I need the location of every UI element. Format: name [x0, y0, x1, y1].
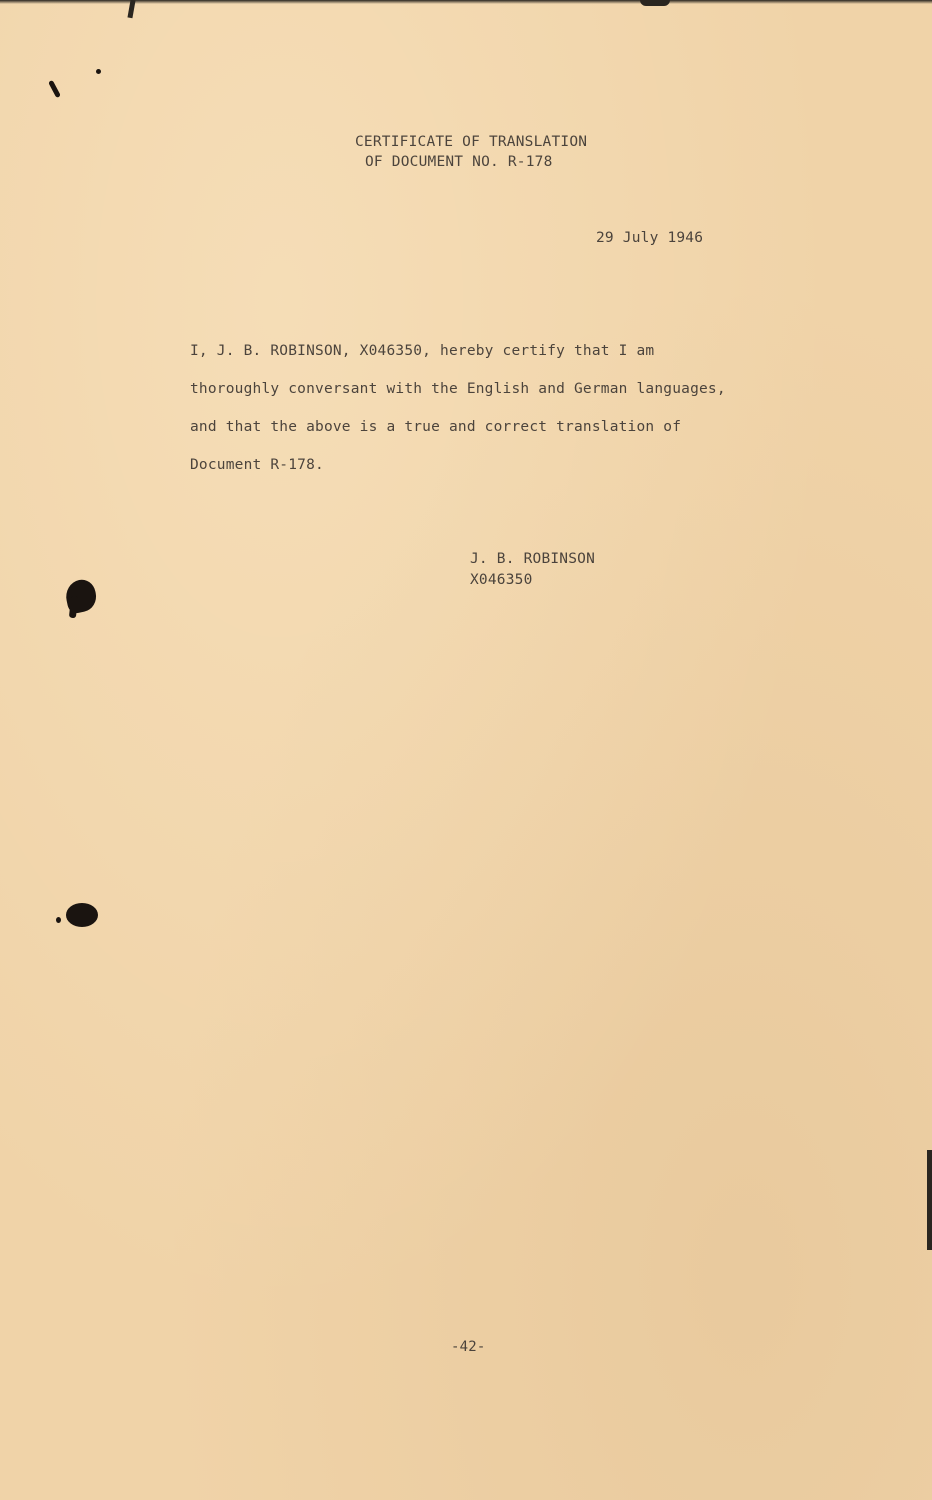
- document-date: 29 July 1946: [596, 230, 704, 246]
- page-top-edge: [0, 0, 932, 4]
- body-text-line: I, J. B. ROBINSON, X046350, hereby certify that I am: [190, 343, 655, 359]
- signature-id: X046350: [470, 572, 533, 588]
- page-number: -42-: [451, 1339, 486, 1355]
- certificate-title: CERTIFICATE OF TRANSLATION: [355, 134, 588, 150]
- punch-hole: [66, 903, 98, 927]
- signature-name: J. B. ROBINSON: [470, 551, 596, 567]
- body-text-line: thoroughly conversant with the English and German languages,: [190, 381, 726, 397]
- edge-mark: [927, 1150, 932, 1250]
- punch-hole: [63, 577, 99, 615]
- body-text-line: Document R-178.: [190, 457, 324, 473]
- body-text-line: and that the above is a true and correct translation of: [190, 419, 682, 435]
- ink-speck: [56, 917, 61, 923]
- document-number-title: OF DOCUMENT NO. R-178: [365, 154, 553, 170]
- punch-hole: [69, 596, 78, 619]
- ink-speck: [96, 69, 101, 74]
- edge-mark: [640, 0, 670, 6]
- ink-speck: [48, 80, 61, 98]
